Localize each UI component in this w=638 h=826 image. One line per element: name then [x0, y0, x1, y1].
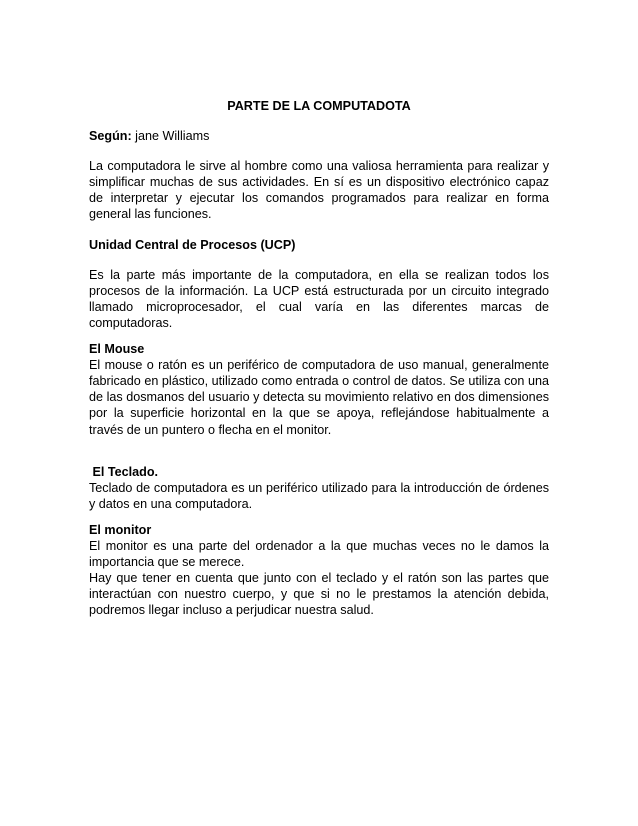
section-paragraph-monitor-1: El monitor es una parte del ordenador a la que muchas veces no le damos la importancia que se merece. — [89, 538, 549, 570]
intro-paragraph: La computadora le sirve al hombre como una valiosa herramienta para realizar y simplificar muchas de sus actividades. En sí es un dispositivo electrónico capaz de interpretar y ejecutar los comandos programados para realizar en forma general las funciones. — [89, 159, 549, 222]
author-line — [89, 128, 549, 144]
section-heading-ucp: Unidad Central de Procesos (UCP) — [89, 237, 296, 252]
section-paragraph-teclado: Teclado de computadora es un periférico utilizado para la introducción de órdenes y datos en una computadora. — [89, 480, 549, 511]
section-paragraph-mouse: El mouse o ratón es un periférico de computadora de uso manual, generalmente fabricado en plástico, utilizado como entrada o control de datos. Se utiliza con una de las dosmanos del usuario y detecta su movimiento relativo en dos dimensiones por la superficie horizontal en la que se apoya, reflejándose habitualmente a través de un puntero o flecha en el monitor. — [89, 358, 549, 437]
section-paragraph-ucp: Es la parte más importante de la computadora, en ella se realizan todos los procesos de la información. La UCP está estructurada por un circuito integrado llamado microprocesador, el cual varía en las diferentes marcas de computadoras. — [89, 267, 549, 330]
author-name: jane Williams — [131, 129, 210, 144]
document-title: PARTE DE LA COMPUTADOTA — [227, 99, 411, 113]
document-page — [89, 98, 549, 618]
section-paragraph-monitor-2: Hay que tener en cuenta que junto con el teclado y el ratón son las partes que interactúan con nuestro cuerpo, y que si no le prestamos la atención debida, podremos llegar incluso a perjudicar nuestra salud. — [89, 571, 549, 618]
section-heading-teclado: El Teclado. — [89, 464, 159, 479]
author-label: Según: — [89, 129, 132, 144]
section-heading-mouse: El Mouse — [89, 342, 145, 357]
section-heading-monitor: El monitor — [89, 522, 152, 537]
